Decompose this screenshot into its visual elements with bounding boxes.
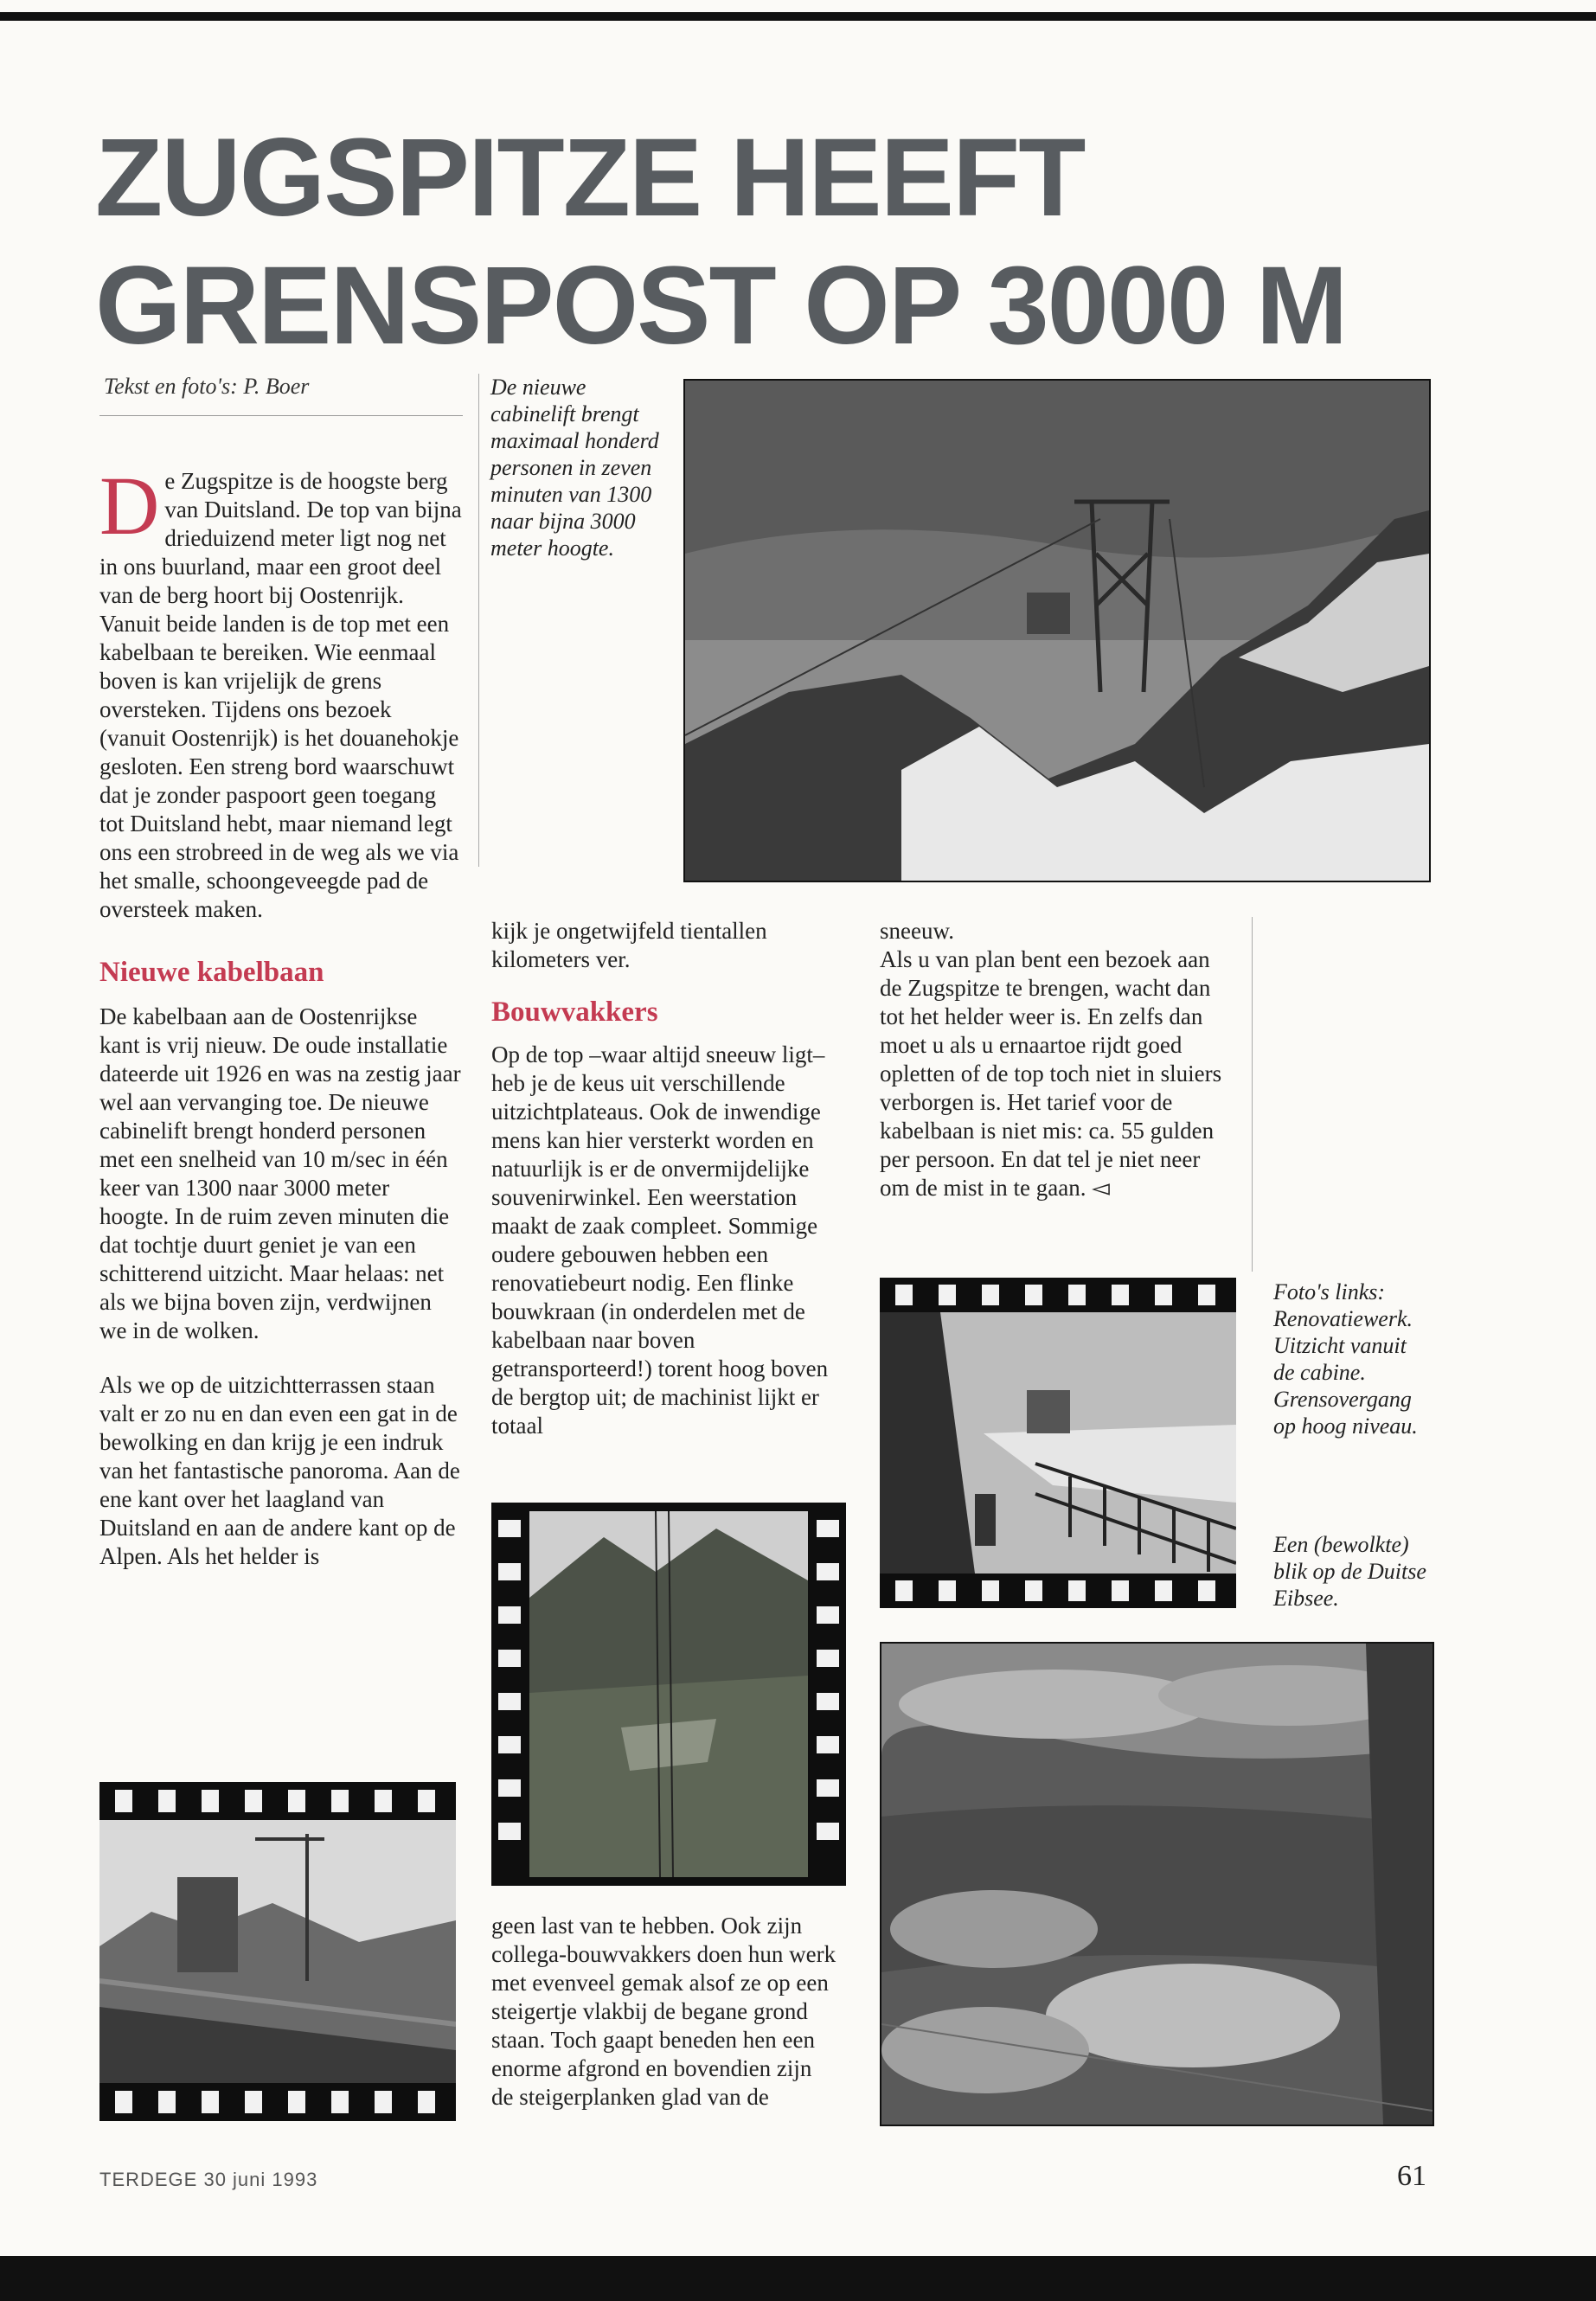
top-border-bar (0, 12, 1596, 21)
column-2 (491, 917, 833, 1440)
photo-renovation (99, 1782, 456, 2121)
column-divider-top (478, 374, 479, 867)
page-number: 61 (1397, 2160, 1426, 2192)
section-heading-bouwvakkers: Bouwvakkers (491, 997, 658, 1028)
column-2-lead: kijk je ongetwijfeld tientallen kilometers ver. (491, 918, 767, 972)
bouwvakkers-paragraph-continued: geen last van te hebben. Ook zijn collega-bouwvakkers doen hun werk met evenveel gemak alsof ze op een steigertje vlakbij de begane grond staan. Toch gaapt beneden hen een enorme afgrond en bovendien zijn de steigerplanken glad van de (491, 1913, 836, 2110)
photo-eibsee (880, 1642, 1434, 2126)
caption-cablecar: De nieuwe cabinelift brengt maximaal honderd personen in zeven minuten van 1300 naar bijna 3000 meter hoogte. (490, 375, 659, 561)
drop-cap: D (99, 459, 160, 552)
column-3 (880, 917, 1230, 1202)
panorama-paragraph: Als we op de uitzichtterrassen staan valt er zo nu en dan even een gat in de bewolking en dan krijg je een indruk van het fantastische panoroma. Aan de ene kant over het laagland van Duitsland en aan de andere kant op de Alpen. Als het helder is (99, 1372, 460, 1569)
byline-divider (99, 415, 463, 416)
title-line-1: ZUGSPITZE HEEFT (95, 116, 1085, 240)
bottom-border-bar (0, 2256, 1596, 2301)
column-2-continued (491, 1912, 837, 2112)
column-1 (99, 459, 463, 1571)
intro-paragraph (99, 459, 463, 924)
byline: Tekst en foto's: P. Boer (104, 374, 310, 399)
caption-eibsee: Een (bewolkte) blik op de Duitse Eibsee. (1273, 1532, 1426, 1611)
photo-cablecar (683, 379, 1431, 882)
closing-paragraph: sneeuw. Als u van plan bent een bezoek aan de Zugspitze te brengen, wacht dan tot het helder weer is. En zelfs dan moet u als u ernaartoe rijdt goed opletten of de top toch niet in sluiers verborgen is. Het tarief voor de kabelbaan is niet mis: ca. 55 gulden per persoon. En dat tel je niet neer om de mist in te gaan. ◅ (880, 918, 1222, 1201)
caption-photos-left: Foto's links: Renovatiewerk. Uitzicht vanuit de cabine. Grensovergang op hoog niveau. (1273, 1279, 1418, 1439)
section-heading-kabelbaan: Nieuwe kabelbaan (99, 957, 324, 988)
bouwvakkers-paragraph: Op de top –waar altijd sneeuw ligt– heb je de keus uit verschillende uitzichtplateaus. Ook de inwendige mens kan hier versterkt worden en natuurlijk is er de onvermijdelijke souvenirwinkel. Een weerstation maakt de zaak compleet. Sommige oudere gebouwen hebben een renovatiebeurt nodig. Een flinke bouwkraan (in onderdelen met de kabelbaan naar boven getransporteerd!) torent hoog boven de bergtop uit; de machinist lijkt er totaal (491, 1042, 829, 1439)
intro-text: e Zugspitze is de hoogste berg van Duitsland. De top van bijna drieduizend meter ligt nog net in ons buurland, maar een groot deel van de berg hoort bij Oostenrijk. Vanuit beide landen is de top met een kabelbaan te bereiken. Wie eenmaal boven is kan vrijelijk de grens oversteken. Tijdens ons bezoek (vanuit Oostenrijk) is het douanehokje gesloten. Een streng bord waarschuwt dat je zonder paspoort geen toegang tot Duitsland hebt, maar niemand legt ons een strobreed in de weg als we via het smalle, schoongeveegde pad de oversteek maken. (99, 468, 462, 922)
column-divider-right (1252, 917, 1253, 1272)
kabelbaan-paragraph: De kabelbaan aan de Oostenrijkse kant is vrij nieuw. De oude installatie dateerde uit 1926 en was na zestig jaar wel aan vervanging toe. De nieuwe cabinelift brengt honderd personen met een snelheid van 10 m/sec in één keer van 1300 naar 3000 meter hoogte. In de ruim zeven minuten die dat tochtje duurt geniet je van een schitterend uitzicht. Maar helaas: net als we bijna boven zijn, verdwijnen we in de wolken. (99, 1003, 461, 1343)
photo-view-from-cabin (491, 1503, 846, 1886)
footer-publication: TERDEGE 30 juni 1993 (99, 2169, 318, 2190)
photo-border-crossing (880, 1278, 1236, 1608)
article-title (95, 114, 1479, 370)
title-line-2: GRENSPOST OP 3000 M (95, 244, 1347, 368)
